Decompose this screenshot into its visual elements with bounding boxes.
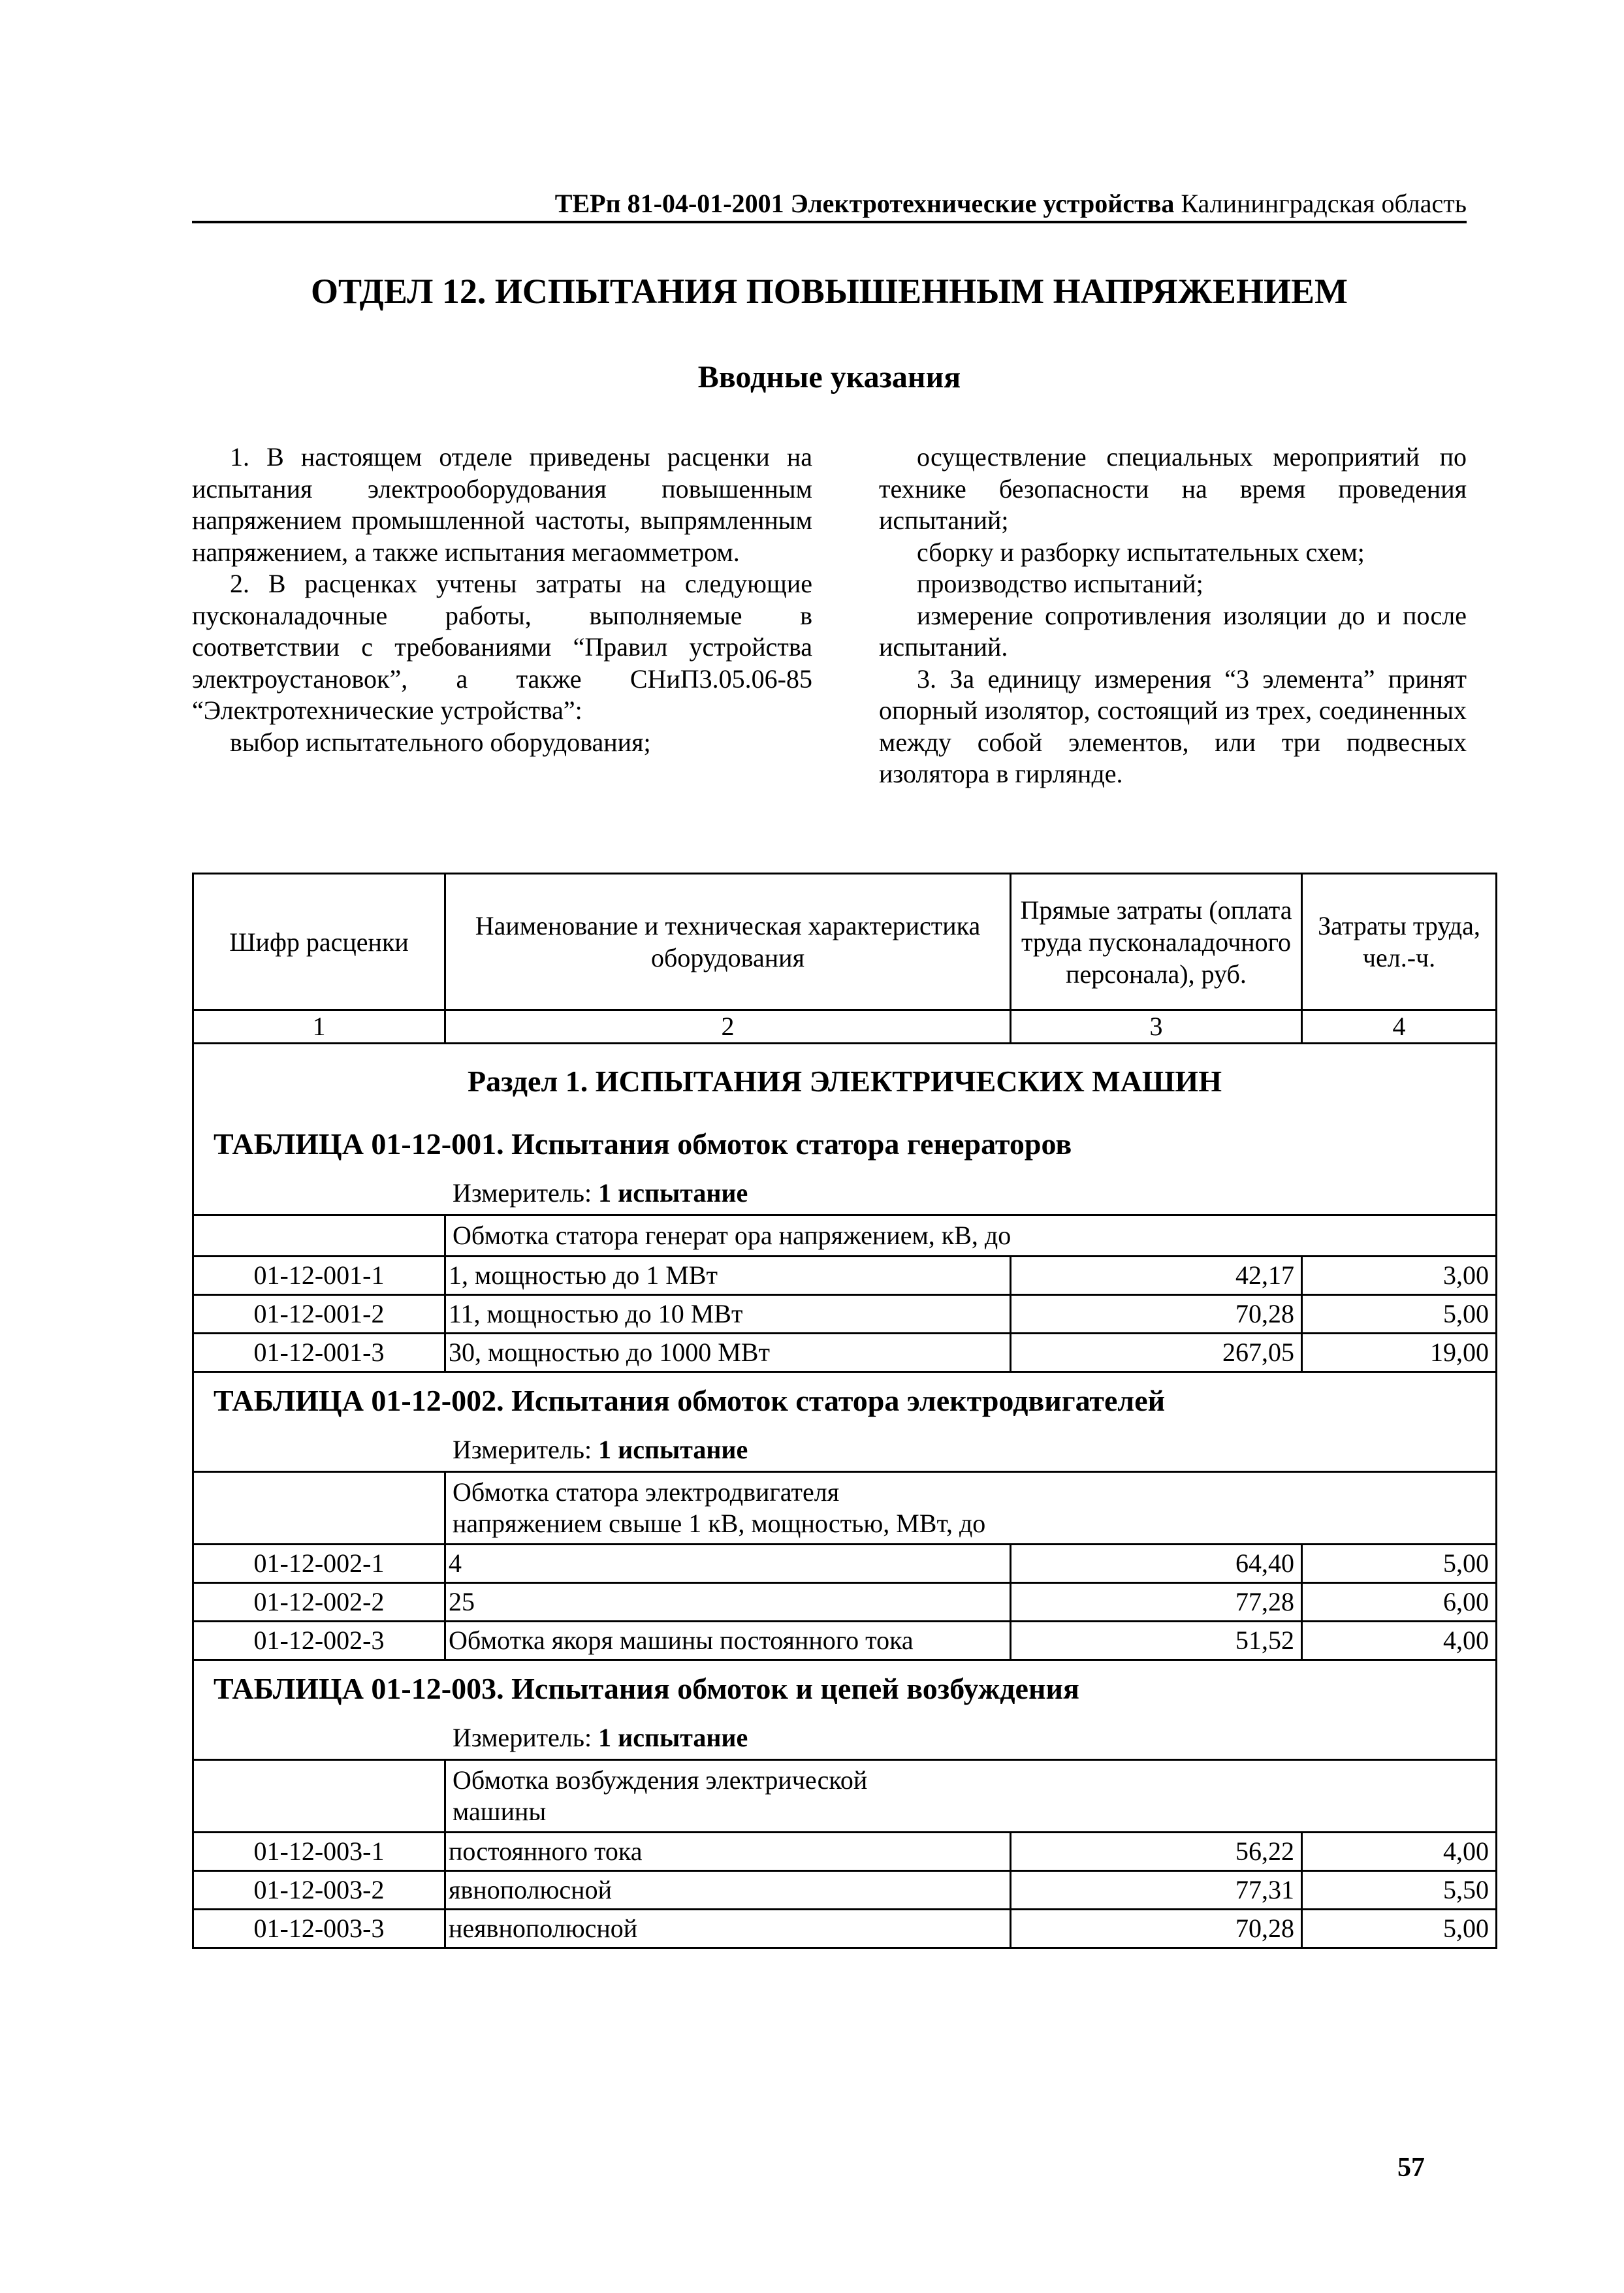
rate-code: 01-12-002-2 [193,1583,445,1622]
column-number: 4 [1302,1010,1497,1044]
table-block-cell [193,1372,1497,1472]
rate-code: 01-12-001-2 [193,1295,445,1334]
measure-unit [194,1172,1495,1214]
table-row [193,1583,1497,1622]
column-header: Наименование и техническая характеристика оборудования [445,874,1011,1010]
rate-name: 30, мощностью до 1000 МВт [445,1334,1011,1372]
rate-code: 01-12-001-1 [193,1257,445,1295]
rates-table [192,873,1497,1949]
table-block [193,1372,1497,1472]
rate-labor: 4,00 [1302,1622,1497,1660]
intro-paragraph: производство испытаний; [917,569,1203,598]
rate-code: 01-12-001-3 [193,1334,445,1372]
measure-label: Измеритель: [453,1178,592,1208]
rate-labor: 3,00 [1302,1257,1497,1295]
rate-code: 01-12-003-3 [193,1910,445,1948]
section-block-cell [193,1044,1497,1215]
rate-cost: 267,05 [1011,1334,1302,1372]
group-description-text: Обмотка возбуждения электрической машины [453,1765,868,1826]
group-description: Обмотка статора генерат ора напряжением, кВ, до [445,1215,1497,1257]
column-numbers-row [193,1010,1497,1044]
rate-labor: 4,00 [1302,1833,1497,1871]
rate-cost: 70,28 [1011,1295,1302,1334]
rate-code: 01-12-002-1 [193,1545,445,1583]
table-row [193,1334,1497,1372]
rate-cost: 77,31 [1011,1871,1302,1910]
page-number: 57 [1397,2153,1425,2183]
column-number: 2 [445,1010,1011,1044]
table-header-row [193,874,1497,1010]
intro-right-column [879,441,1467,790]
table-row [193,1257,1497,1295]
rate-cost: 77,28 [1011,1583,1302,1622]
rate-name: 11, мощностью до 10 МВт [445,1295,1011,1334]
intro-paragraph: 2. В расценках учтены затраты на следующие пусконаладочные работы, выполняемые в соответствии с требованиями “Правил устройства электроустановок”, а также СНиП3.05.06-85 “Электротехнические устройства”: [192,569,812,725]
group-description [445,1472,1497,1545]
section-block [193,1044,1497,1215]
rate-labor: 5,00 [1302,1545,1497,1583]
intro-paragraph: измерение сопротивления изоляции до и после испытаний. [879,600,1467,662]
rate-cost: 64,40 [1011,1545,1302,1583]
column-header: Шифр расценки [193,874,445,1010]
header-code: ТЕРп 81-04-01-2001 Электротехнические устройства [554,189,1175,218]
column-number: 3 [1011,1010,1302,1044]
rate-name: 4 [445,1545,1011,1583]
rate-cost: 56,22 [1011,1833,1302,1871]
table-title: ТАБЛИЦА 01-12-003. Испытания обмоток и цепей возбуждения [214,1672,1079,1705]
measure-value: 1 испытание [598,1723,748,1752]
description-row [193,1760,1497,1833]
measure-label: Измеритель: [453,1435,592,1464]
measure-label: Измеритель: [453,1723,592,1752]
rate-labor: 19,00 [1302,1334,1497,1372]
rate-cost: 70,28 [1011,1910,1302,1948]
column-header: Затраты труда, чел.-ч. [1302,874,1497,1010]
intro-paragraph: выбор испытательного оборудования; [230,727,651,757]
measure-value: 1 испытание [598,1178,748,1208]
rate-cost: 42,17 [1011,1257,1302,1295]
table-row [193,1622,1497,1660]
intro-left-column [192,441,812,758]
group-description-text: Обмотка статора электродвигателя напряжением свыше 1 кВ, мощностью, МВт, до [453,1477,986,1538]
rate-name: постоянного тока [445,1833,1011,1871]
rate-code: 01-12-003-2 [193,1871,445,1910]
group-description [445,1760,1497,1833]
table-row [193,1910,1497,1948]
rate-name: 25 [445,1583,1011,1622]
rate-name: неявнополюсной [445,1910,1011,1948]
rate-code: 01-12-002-3 [193,1622,445,1660]
measure-unit [194,1717,1495,1759]
rate-name: 1, мощностью до 1 МВт [445,1257,1011,1295]
table-row [193,1833,1497,1871]
table-title: ТАБЛИЦА 01-12-002. Испытания обмоток статора электродвигателей [214,1384,1166,1417]
rate-labor: 5,00 [1302,1295,1497,1334]
table-row [193,1871,1497,1910]
intro-paragraph: 3. За единицу измерения “3 элемента” принят опорный изолятор, состоящий из трех, соединенных между собой элементов, или три подвесных изолятора в гирлянде. [879,664,1467,788]
page-subtitle: Вводные указания [697,360,961,394]
page-title: ОТДЕЛ 12. ИСПЫТАНИЯ ПОВЫШЕННЫМ НАПРЯЖЕНИЕМ [311,272,1348,311]
description-row [193,1215,1497,1257]
section-title: Раздел 1. ИСПЫТАНИЯ ЭЛЕКТРИЧЕСКИХ МАШИН [468,1065,1222,1098]
intro-paragraph: сборку и разборку испытательных схем; [917,537,1365,567]
rate-name: явнополюсной [445,1871,1011,1910]
rate-cost: 51,52 [1011,1622,1302,1660]
measure-unit [194,1429,1495,1471]
rate-code: 01-12-003-1 [193,1833,445,1871]
rate-labor: 5,00 [1302,1910,1497,1948]
table-row [193,1545,1497,1583]
column-header: Прямые затраты (оплата труда пусконаладочного персонала), руб. [1011,874,1302,1010]
table-block-cell [193,1660,1497,1760]
column-number: 1 [193,1010,445,1044]
description-row [193,1472,1497,1545]
table-row [193,1295,1497,1334]
rate-labor: 6,00 [1302,1583,1497,1622]
header-region: Калининградская область [1181,189,1467,218]
table-title: ТАБЛИЦА 01-12-001. Испытания обмоток статора генераторов [214,1127,1072,1161]
measure-value: 1 испытание [598,1435,748,1464]
rate-labor: 5,50 [1302,1871,1497,1910]
intro-paragraph: 1. В настоящем отделе приведены расценки на испытания электрооборудования повышенным напряжением промышленной частоты, выпрямленным напряжением, а также испытания мегаомметром. [192,442,812,567]
table-block [193,1660,1497,1760]
running-header [192,187,1467,223]
rate-name: Обмотка якоря машины постоянного тока [445,1622,1011,1660]
intro-paragraph: осуществление специальных мероприятий по технике безопасности на время проведения испытаний; [879,442,1467,535]
